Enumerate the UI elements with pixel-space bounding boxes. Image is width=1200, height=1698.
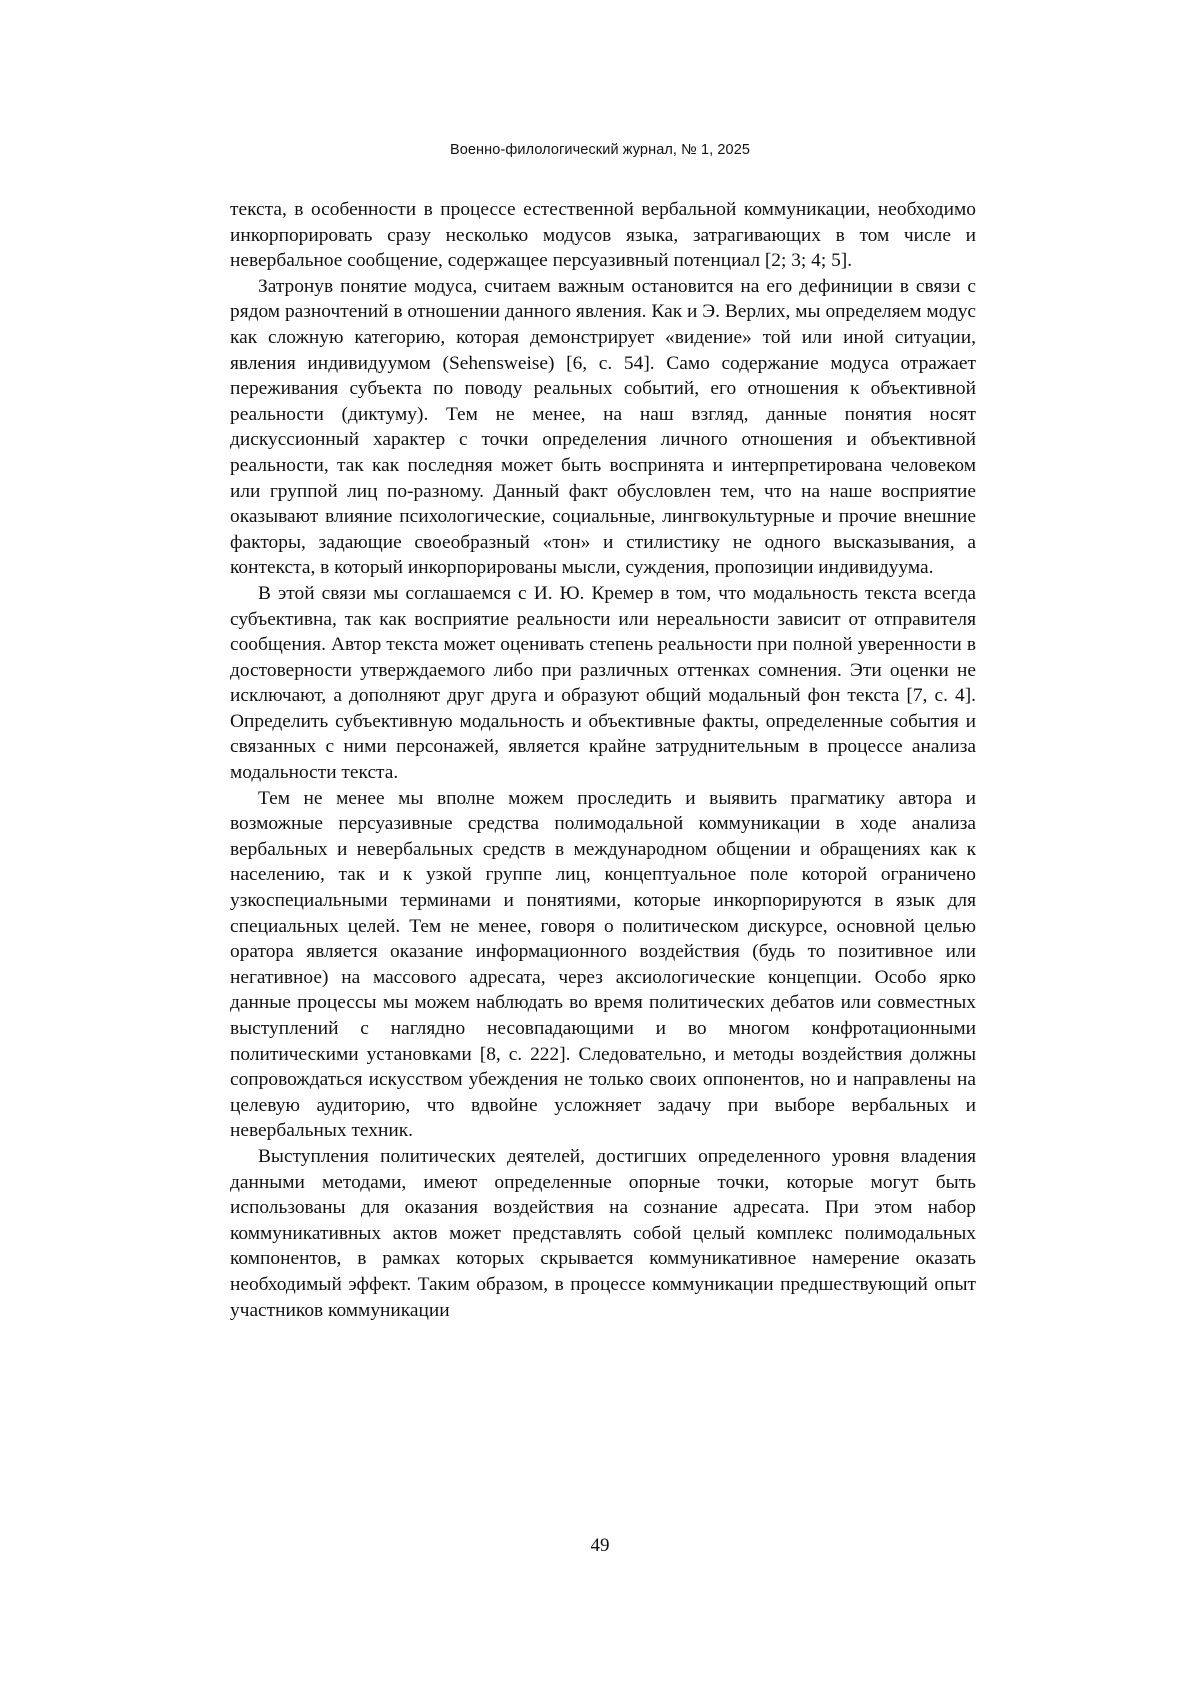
paragraph-continued: текста, в особенности в процессе естественной вербальной коммуникации, необходимо инкорпорировать сразу несколько модусов языка, затрагивающих в том числе и невербальное сообщение, содержащее персуазивный потенциал [2; 3; 4; 5].: [230, 199, 976, 272]
paragraph: Выступления политических деятелей, достигших определенного уровня владения данными методами, имеют определенные опорные точки, которые могут быть использованы для оказания воздействия на сознание адресата. При этом набор коммуникативных актов может представлять собой целый комплекс полимодальных компонентов, в рамках которых скрывается коммуникативное намерение оказать необходимый эффект. Таким образом, в процессе коммуникации предшествующий опыт участников коммуникации: [230, 1145, 976, 1321]
paragraph: В этой связи мы соглашаемся с И. Ю. Кремер в том, что модальность текста всегда субъективна, так как восприятие реальности или нереальности зависит от отправителя сообщения. Автор текста может оценивать степень реальности при полной уверенности в достоверности утверждаемого либо при различных оттенках сомнения. Эти оценки не исключают, а дополняют друг друга и образуют общий модальный фон текста [7, с. 4]. Определить субъективную модальность и объективные факты, определенные события и связанных с ними персонажей, является крайне затруднительным в процессе анализа модальности текста.: [230, 582, 976, 784]
paragraph: Затронув понятие модуса, считаем важным остановится на его дефиниции в связи с рядом разночтений в отношении данного явления. Как и Э. Верлих, мы определяем модус как сложную категорию, которая демонстрирует «видение» той или иной ситуации, явления индивидуумом (Sehensweise) [6, с. 54]. Само содержание модуса отражает переживания субъекта по поводу реальных событий, его отношения к объективной реальности (диктуму). Тем не менее, на наш взгляд, данные понятия носят дискуссионный характер с точки определения личного отношения и объективной реальности, так как последняя может быть воспринята и интерпретирована человеком или группой лиц по-разному. Данный факт обусловлен тем, что на наше восприятие оказывают влияние психологические, социальные, лингвокультурные и прочие внешние факторы, задающие своеобразный «тон» и стилистику не одного высказывания, а контекста, в который инкорпорированы мысли, суждения, пропозиции индивидуума.: [230, 275, 976, 579]
running-header: Военно-филологический журнал, № 1, 2025: [449, 142, 751, 158]
paragraph: Тем не менее мы вполне можем проследить и выявить прагматику автора и возможные персуазивные средства полимодальной коммуникации в ходе анализа вербальных и невербальных средств в международном общении и обращениях как к населению, так и к узкой группе лиц, концептуальное поле которой ограничено узкоспециальными терминами и понятиями, которые инкорпорируются в язык для специальных целей. Тем не менее, говоря о политическом дискурсе, основной целью оратора является оказание информационного воздействия (будь то позитивное или негативное) на массового адресата, через аксиологические концепции. Особо ярко данные процессы мы можем наблюдать во время политических дебатов или совместных выступлений с наглядно несовпадающими и во многом конфротационными политическими установками [8, с. 222]. Следовательно, и методы воздействия должны сопровождаться искусством убеждения не только своих оппонентов, но и направлены на целевую аудиторию, что вдвойне усложняет задачу при выборе вербальных и невербальных техник.: [230, 787, 976, 1142]
page-number: 49: [590, 1535, 610, 1556]
article-body: [230, 197, 976, 1323]
